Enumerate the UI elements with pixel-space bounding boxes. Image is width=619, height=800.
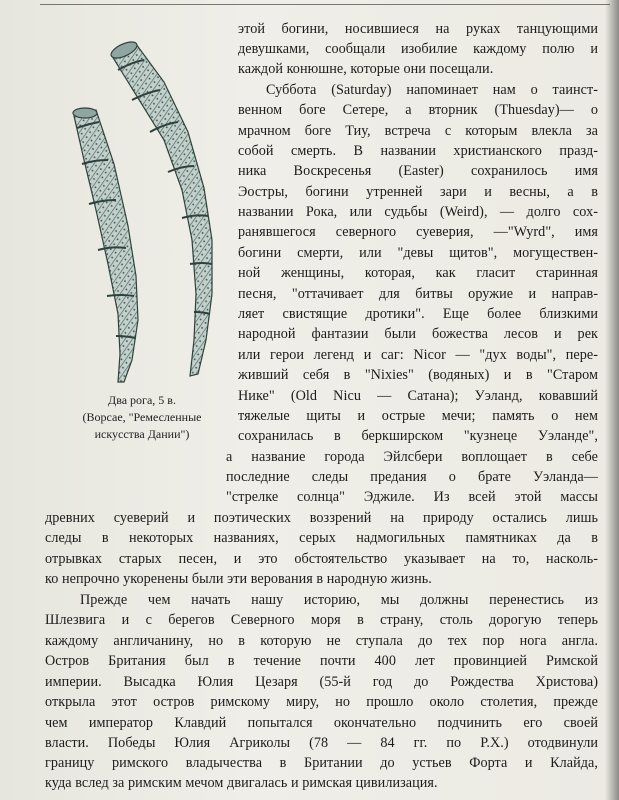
text-line: ко непрочно укоренены были эти верования в народную жизнь. — [45, 571, 432, 587]
text-line: живший себя в "Nixies" (водяных) и в "Старом — [238, 367, 598, 383]
text-line: куда вслед за римским мечом двигалась и римская цивилизация. — [45, 775, 438, 791]
text-line: Эостры, богини утренней зари и весны, а в — [238, 184, 598, 200]
page-gutter-shadow — [605, 0, 619, 800]
text-line: мрачном боге Тиу, встреча с которым влекла за — [238, 123, 598, 139]
text-line: Нике" (Old Nicu — Сатана); Уэланд, ковавший — [238, 388, 598, 404]
text-line: ранявшегося северного суеверия, —"Wyrd", имя — [238, 224, 598, 240]
text-line: Прежде чем начать нашу историю, мы должны перенестись из — [80, 592, 598, 608]
text-line: богини смерти, или "девы щитов", могуществен- — [238, 245, 598, 261]
text-line: песня, "оттачивает для битвы оружие и направ- — [238, 286, 598, 302]
text-line: Шлезвига и с берегов Северного моря в страну, столь дорогую теперь — [45, 612, 598, 628]
text-line: последние следы предания о брате Уэланда— — [226, 469, 598, 485]
caption-line: искусства Дании") — [94, 427, 190, 441]
text-line: тяжелые щиты и острые мечи; память о нем — [238, 408, 598, 424]
text-line: этой богини, носившиеся на руках танцующими — [238, 21, 598, 37]
text-line: Остров Британия был в течение почти 400 лет провинцией Римской — [45, 653, 598, 669]
text-line: следы в некоторых названиях, серых надмогильных памятниках да в — [45, 530, 598, 546]
drinking-horns-illustration — [52, 14, 232, 386]
text-line: древних суеверий и поэтических воззрений на природу остались лишь — [45, 510, 598, 526]
text-line: "стрелке солнца" Эджиле. Из всей этой массы — [226, 489, 598, 505]
text-line: названии Рока, или судьбы (Weird), — долго сох- — [238, 204, 598, 220]
header-rule — [40, 4, 610, 5]
text-line: венном боге Сетере, а вторник (Thuesday)— о — [238, 102, 598, 118]
text-line: отрывках старых песен, и это обстоятельство указывает на то, насколь- — [45, 551, 598, 567]
figure-caption — [52, 392, 232, 443]
text-line: каждой конюшне, которые они посещали. — [238, 61, 494, 77]
text-line: девушками, сообщали изобилие каждому полю и — [238, 41, 598, 57]
text-line: границу римского владычества в Британии до устьев Форта и Клайда, — [45, 755, 598, 771]
caption-line: (Ворсае, "Ремесленные — [82, 410, 202, 424]
text-line: открыла этот остров римскому миру, но прошло около столетия, прежде — [45, 694, 598, 710]
text-line: ной женщины, которая, как гласит старинная — [238, 265, 598, 281]
text-line: собой смерть. В названии христианского празд- — [238, 143, 598, 159]
caption-line: Два рога, 5 в. — [108, 393, 176, 407]
text-line: империи. Высадка Юлия Цезаря (55-й год до Рождества Христова) — [45, 674, 598, 690]
text-line: а название города Эйлсбери воплощает в себе — [226, 449, 598, 465]
text-line: ника Воскресенья (Easter) сохранилось имя — [238, 163, 598, 179]
text-line: чем император Клавдий попытался окончательно подчинить его своей — [45, 715, 598, 731]
text-line: Суббота (Saturday) напоминает нам о таинст- — [266, 82, 598, 98]
text-line: сохранилась в беркширском "кузнеце Уэланде", — [238, 428, 598, 444]
text-line: или герои легенд и саг: Nicor — "дух воды", пере- — [238, 347, 598, 363]
text-line: каждому англичанину, но в которую не ступала до тех пор нога англа. — [45, 633, 598, 649]
text-line: ляет свистящие дротики". Еще более близкими — [238, 306, 598, 322]
text-line: народной фантазии были божества лесов и рек — [238, 326, 598, 342]
text-line: власти. Победы Юлия Агриколы (78 — 84 гг. по Р.Х.) отодвинули — [45, 735, 598, 751]
